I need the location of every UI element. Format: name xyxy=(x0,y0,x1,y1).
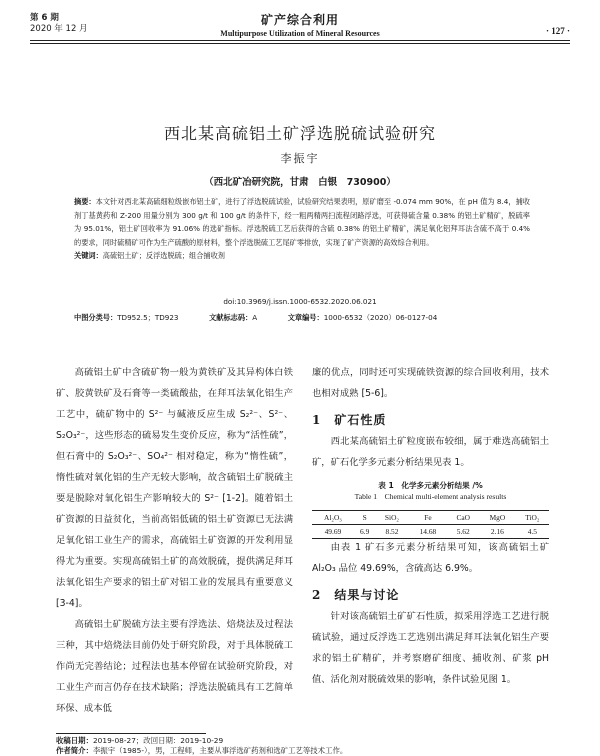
issue-number: 第 6 期 xyxy=(30,13,59,23)
article-title: 西北某高硫铝土矿浮选脱硫试验研究 xyxy=(163,124,436,143)
table-caption xyxy=(312,480,549,502)
table-header-cell: Fe xyxy=(424,513,432,522)
table-header-cell: Al₂O₃ xyxy=(323,513,342,522)
table-header-cell: S xyxy=(362,513,367,522)
doc-code-value: A xyxy=(252,313,258,322)
classification-line xyxy=(74,313,437,323)
running-header-center xyxy=(0,11,600,38)
chemical-analysis-table xyxy=(312,510,549,539)
body-right-column-lower xyxy=(312,537,549,690)
table-header-cell: TiO₂ xyxy=(525,513,540,522)
article-no-value: 1000-6532（2020）06-0127-04 xyxy=(323,313,438,322)
abstract-label: 摘要： xyxy=(74,197,96,206)
article-no-label: 文章编号： xyxy=(287,313,324,322)
clc-label: 中图分类号： xyxy=(74,313,118,322)
author-bio: 李振宇（1985-），男，工程师，主要从事浮选矿药剂和选矿工艺等技术工作。 xyxy=(92,746,348,755)
table-cell: 49.69 xyxy=(324,527,342,536)
table-header-cell: MgO xyxy=(489,513,506,522)
intro-paragraph-2: 高硫铝土矿脱硫方法主要有浮选法、焙烧法及过程法三种，其中焙烧法目前仍处于研究阶段，对于具体脱硫工作尚无完善结论；过程法也基本停留在试验研究阶段，对工业生产而言仍存在技术缺陷；浮选法脱硫具有工艺简单环保、成本低 xyxy=(56,619,293,714)
received-dates: 2019-08-27；改回日期：2019-10-29 xyxy=(92,736,224,745)
keywords-text: 高硫铝土矿；反浮选脱硫；组合捕收剂 xyxy=(102,251,225,261)
clc-value: TD952.5；TD923 xyxy=(117,313,179,322)
intro-paragraph-continued: 廉的优点，同时还可实现硫铁资源的综合回收利用，技术也相对成熟 [5-6]。 xyxy=(312,367,549,399)
footnote xyxy=(56,736,347,756)
intro-paragraph-1: 高硫铝土矿中含硫矿物一般为黄铁矿及其异构体白铁矿、胶黄铁矿及石膏等一类硫酸盐，在拜耳法氧化铝生产工艺中，硫矿物中的 S²⁻ 与碱液反应生成 S₂²⁻、S²⁻、S₂O₃²⁻，这些形态的硫易发生变价反应，称为“活性硫”，但石膏中的 S₂O₃²⁻、SO₄²⁻ 相对稳定，称为“惰性硫”，惰性硫对氧化铝的生产无较大影响，故含硫铝土矿脱硫主要是脱除对氧化铝生产影响较大的 S²⁻ [1-2]。随着铝土矿资源的日益贫化，当前高铝低硫的铝土矿资源已无法满足氧化铝工业生产的需求，高硫铝土矿资源的开发利用显得尤为重要。实现高硫铝土矿的高效脱硫，提供满足拜耳法氧化铝生产要求的铝土矿对铝工业的发展具有重要意义 [3-4]。 xyxy=(56,367,293,609)
abstract-text: 本文针对西北某高硫细粒级嵌布铝土矿，进行了浮选脱硫试验，试验研究结果表明，原矿磨至 -0.074 mm 90%，在 pH 值为 8.4，捕收剂丁基黄药和 Z-200 用量分别为 300 g/t 和 100 g/t 的条件下，经一粗两精两扫流程闭路浮选，可获得硫含量 0.38% 的铝土矿精矿，脱硫率为 95.01%，铝土矿回收率为 91.06% 的选矿指标。浮选脱硫工艺后获得的含硫 0.38% 的铝土矿精矿，满足氧化铝拜耳法含硫不高于 0.4% 的要求，同时硫精矿可作为生产硫酸的原材料，整个浮选脱硫工艺尾矿零排放，实现了矿产资源的高效综合利用。 xyxy=(74,197,530,247)
section-2-paragraph: 针对该高硫铝土矿矿石性质，拟采用浮选工艺进行脱硫试验，通过反浮选工艺选别出满足拜耳法氧化铝生产要求的铝土矿精矿，并考察磨矿细度、捕收剂、矿浆 pH 值、活化剂对脱硫效果的影响，条件试验见图 1。 xyxy=(312,611,549,685)
abstract-block xyxy=(74,195,530,263)
keywords-label: 关键词： xyxy=(74,251,103,261)
bio-label: 作者简介： xyxy=(56,746,93,755)
table-caption-en: Table 1 Chemical multi-element analysis results xyxy=(354,492,507,501)
header-rule xyxy=(30,40,570,41)
header-rule-thin xyxy=(30,43,570,44)
footnote-rule xyxy=(56,733,206,734)
table-header-row xyxy=(312,511,549,525)
table-cell: 14.68 xyxy=(419,527,437,536)
table-header-cell: CaO xyxy=(456,513,471,522)
doc-code-label: 文献标志码： xyxy=(209,313,253,322)
table-header-cell: SiO₂ xyxy=(384,513,399,522)
table-cell: 6.9 xyxy=(360,527,370,536)
section-1-heading: 1 矿石性质 xyxy=(312,413,387,427)
page-number: · 127 · xyxy=(545,26,570,36)
table-caption-cn: 表 1 化学多元素分析结果 /% xyxy=(378,481,483,490)
body-right-column xyxy=(312,362,549,473)
author-name: 李振宇 xyxy=(280,152,320,165)
issue-date: 2020 年 12 月 xyxy=(30,24,88,34)
after-table-paragraph: 由表 1 矿石多元素分析结果可知，该高硫铝土矿 Al₂O₃ 品位 49.69%，含硫高达 6.9%。 xyxy=(312,542,549,574)
table-cell: 4.5 xyxy=(527,527,537,536)
section-1-paragraph: 西北某高硫铝土矿粒度嵌布较细，属于难选高硫铝土矿，矿石化学多元素分析结果见表 1。 xyxy=(312,436,549,468)
section-2-heading: 2 结果与讨论 xyxy=(312,588,400,602)
doi: doi:10.3969/j.issn.1000-6532.2020.06.021 xyxy=(223,297,377,306)
table-cell: 2.16 xyxy=(490,527,504,536)
journal-title-en: Multipurpose Utilization of Mineral Resources xyxy=(220,29,380,38)
author-affiliation: （西北矿冶研究院，甘肃 白银 730900） xyxy=(204,177,396,188)
table-cell: 8.52 xyxy=(385,527,399,536)
journal-title-cn: 矿产综合利用 xyxy=(260,13,339,27)
table-cell: 5.62 xyxy=(456,527,470,536)
received-label: 收稿日期： xyxy=(56,736,93,745)
body-left-column xyxy=(56,362,293,719)
